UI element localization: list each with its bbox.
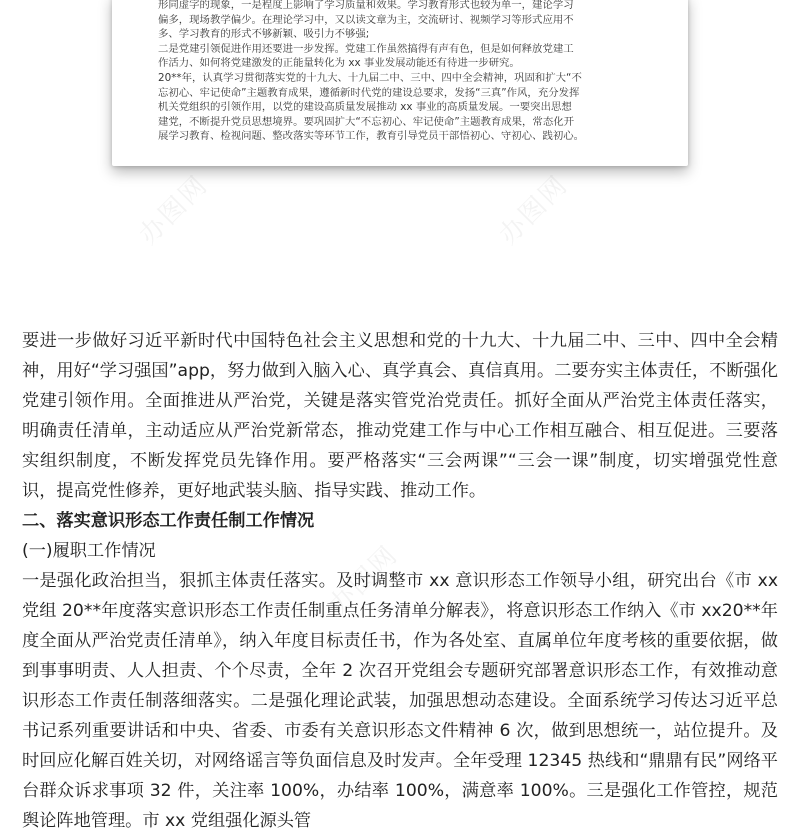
document-body (22, 326, 778, 836)
body-paragraph: 要进一步做好习近平新时代中国特色社会主义思想和党的十九大、十九届二中、三中、四中全会精神，用好“学习强国”app，努力做到入脑入心、真学真会、真信真用。二要夯实主体责任，不断强化党建引领作用。全面推进从严治党，关键是落实管党治党责任。抓好全面从严治党主体责任落实，明确责任清单，主动适应从严治党新常态，推动党建工作与中心工作相互融合、相互促进。三要落实组织制度，不断发挥党员先锋作用。要严格落实“三会两课”“三会一课”制度，切实增强党性意识，提高党性修养，更好地武装头脑、指导实践、推动工作。 (22, 331, 778, 501)
preview-line: 20**年，认真学习贯彻落实党的十九大、十九届二中、三中、四中全会精神，巩固和扩大“不 (158, 71, 582, 84)
preview-line: 偏多，现场教学偏少。在理论学习中，又以读文章为主，交流研讨、视频学习等形式应用不 (158, 13, 574, 26)
subsection-heading: (一)履职工作情况 (22, 541, 156, 561)
preview-line: 作活力、如何将党建激发的正能量转化为 xx 事业发展动能还有待进一步研究。 (158, 57, 520, 70)
preview-line: 机关党组织的引领作用，以党的建设高质量发展推动 xx 事业的高质量发展。一要突出思想 (158, 101, 572, 114)
preview-line: 多、学习教育的形式不够新颖、吸引力不够强; (158, 28, 370, 41)
preview-text (112, 0, 688, 144)
preview-line: 展学习教育、检视问题、整改落实等环节工作，教育引导党员干部悟初心、守初心、践初心。 (158, 130, 585, 143)
preview-line: 形同虚字的现象，一是程度上影响了学习质量和效果。学习教育形式也较为单一，建论学习 (158, 0, 574, 11)
watermark-text: 办图网 (323, 539, 405, 621)
preview-line: 建党，不断提升党员思想境界。要巩固扩大“不忘初心、牢记使命”主题教育成果，常态化开 (158, 115, 574, 128)
document-preview-card (112, 0, 688, 166)
watermark-text: 办图网 (133, 169, 215, 251)
watermark-text: 办图网 (493, 169, 575, 251)
section-heading: 二、落实意识形态工作责任制工作情况 (22, 511, 315, 531)
body-paragraph: 一是强化政治担当，狠抓主体责任落实。及时调整市 xx 意识形态工作领导小组，研究出台《市 xx 党组 20**年度落实意识形态工作责任制重点任务清单分解表》，将意识形态工作纳入《市 xx20**年度全面从严治党责任清单》，纳入年度目标责任书，作为各处室、直属单位年度考核的重要依据，做到事事明责、人人担责、个个尽责，全年 2 次召开党组会专题研究部署意识形态工作，有效推动意识形态工作责任制落细落实。二是强化理论武装，加强思想动态建设。全面系统学习传达习近平总书记系列重要讲话和中央、省委、市委有关意识形态文件精神 6 次，做到思想统一，站位提升。及时回应化解百姓关切，对网络谣言等负面信息及时发声。全年受理 12345 热线和“鼎鼎有民”网络平台群众诉求事项 32 件，关注率 100%，办结率 100%，满意率 100%。三是强化工作管控，规范舆论阵地管理。市 xx 党组强化源头管 (22, 571, 778, 831)
preview-line: 忘初心、牢记使命”主题教育成果，遵循新时代党的建设总要求，发扬“三真”作风，充分发挥 (158, 86, 580, 99)
preview-line: 二是党建引领促进作用还要进一步发挥。党建工作虽然搞得有声有色，但是如何释放党建工 (158, 42, 574, 55)
